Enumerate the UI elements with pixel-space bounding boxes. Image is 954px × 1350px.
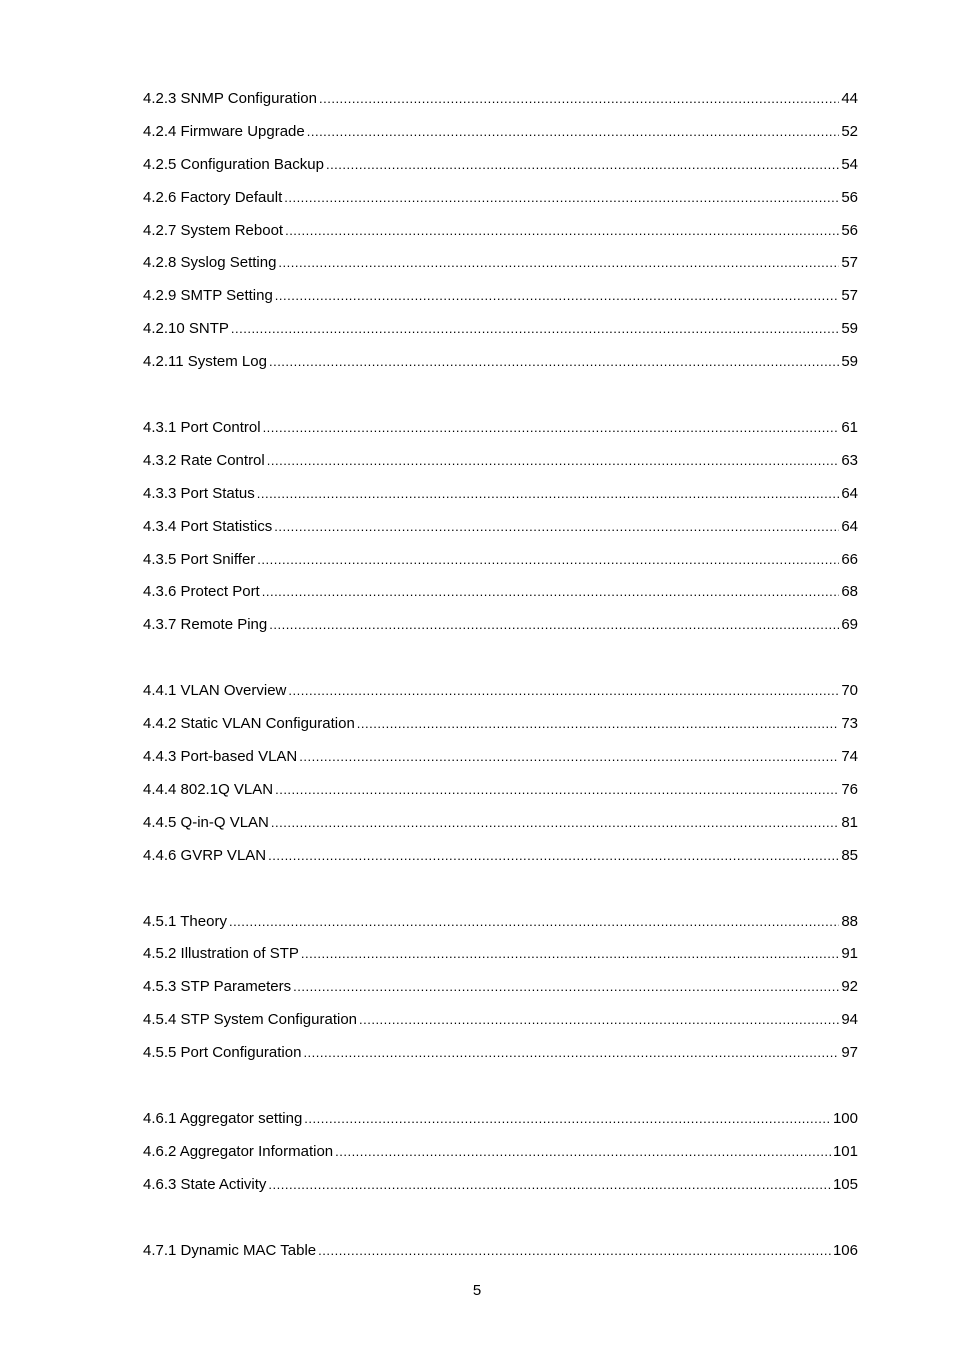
toc-entry-page-number: 73 — [841, 715, 858, 733]
toc-entry-title: 4.4.6 GVRP VLAN — [143, 846, 267, 864]
toc-entry-page-number: 68 — [841, 583, 858, 601]
page-number: 5 — [472, 1282, 482, 1299]
toc-entry-title: 4.2.10 SNTP — [143, 320, 229, 338]
toc-entry-title: 4.3.3 Port Status — [143, 484, 255, 502]
toc-dot-leader — [303, 1042, 839, 1064]
toc-dot-leader — [257, 549, 839, 571]
toc-entry-title: 4.6.3 State Activity — [143, 1175, 267, 1193]
toc-entry-title: 4.2.3 SNMP Configuration — [143, 90, 317, 107]
toc-dot-leader — [231, 318, 839, 340]
toc-entry-title: 4.2.5 Configuration Backup — [143, 155, 324, 173]
toc-entry-page-number: 57 — [841, 254, 858, 272]
toc-dot-leader — [307, 121, 840, 143]
toc-entry-page-number: 54 — [841, 155, 858, 173]
toc-entry[interactable] — [143, 779, 858, 812]
toc-entry-page-number: 91 — [841, 945, 858, 963]
toc-entry-page-number: 61 — [841, 419, 858, 437]
toc-entry[interactable] — [143, 516, 858, 549]
toc-entry[interactable] — [143, 88, 858, 121]
toc-entry[interactable] — [143, 1108, 858, 1141]
toc-entry-page-number: 64 — [841, 517, 858, 535]
toc-entry[interactable] — [143, 976, 858, 1009]
toc-entry[interactable] — [143, 746, 858, 779]
toc-entry-page-number: 69 — [841, 616, 858, 634]
toc-entry-title: 4.2.8 Syslog Setting — [143, 254, 277, 272]
toc-entry-page-number: 66 — [841, 550, 858, 568]
toc-entry-page-number: 44 — [841, 90, 858, 107]
toc-entry-page-number: 106 — [832, 1241, 858, 1259]
toc-entry-title: 4.4.5 Q-in-Q VLAN — [143, 813, 269, 831]
toc-dot-leader — [278, 252, 839, 274]
toc-dot-leader — [275, 285, 840, 307]
toc-entry-title: 4.6.2 Aggregator Information — [143, 1142, 334, 1160]
toc-dot-leader — [267, 450, 840, 472]
toc-entry[interactable] — [143, 483, 858, 516]
toc-dot-leader — [304, 1108, 831, 1130]
toc-entry-title: 4.5.2 Illustration of STP — [143, 945, 299, 963]
toc-entry-title: 4.2.7 System Reboot — [143, 221, 284, 239]
toc-entry[interactable] — [143, 911, 858, 944]
toc-entry[interactable] — [143, 549, 858, 582]
table-of-contents — [143, 88, 858, 1273]
toc-dot-leader — [299, 746, 839, 768]
toc-entry-page-number: 52 — [841, 122, 858, 140]
toc-entry-page-number: 92 — [841, 978, 858, 996]
toc-section-group — [143, 680, 858, 877]
toc-entry-page-number: 100 — [832, 1110, 858, 1128]
toc-dot-leader — [284, 187, 839, 209]
toc-entry-page-number: 70 — [841, 682, 858, 700]
toc-entry-page-number: 105 — [832, 1175, 858, 1193]
toc-dot-leader — [268, 845, 839, 867]
toc-entry-title: 4.4.3 Port-based VLAN — [143, 748, 298, 766]
toc-entry-title: 4.3.5 Port Sniffer — [143, 550, 256, 568]
toc-section-group — [143, 911, 858, 1075]
toc-dot-leader — [262, 581, 840, 603]
toc-dot-leader — [274, 516, 839, 538]
toc-section-group — [143, 417, 858, 647]
toc-entry[interactable] — [143, 351, 858, 384]
toc-section-group — [143, 1108, 858, 1207]
toc-entry[interactable] — [143, 450, 858, 483]
toc-entry[interactable] — [143, 154, 858, 187]
toc-entry-page-number: 63 — [841, 451, 858, 469]
toc-dot-leader — [359, 1009, 839, 1031]
toc-entry[interactable] — [143, 417, 858, 450]
toc-entry[interactable] — [143, 318, 858, 351]
toc-dot-leader — [269, 614, 839, 636]
toc-entry-page-number: 94 — [841, 1011, 858, 1029]
toc-entry[interactable] — [143, 187, 858, 220]
toc-dot-leader — [275, 779, 839, 801]
toc-entry-title: 4.4.1 VLAN Overview — [143, 682, 287, 700]
toc-dot-leader — [229, 911, 839, 933]
toc-entry[interactable] — [143, 845, 858, 878]
toc-entry-title: 4.3.1 Port Control — [143, 419, 261, 437]
toc-entry[interactable] — [143, 1141, 858, 1174]
toc-entry-page-number: 56 — [841, 188, 858, 206]
toc-entry-page-number: 74 — [841, 748, 858, 766]
toc-entry[interactable] — [143, 812, 858, 845]
toc-entry[interactable] — [143, 614, 858, 647]
toc-entry-title: 4.2.11 System Log — [143, 353, 267, 371]
toc-entry-title: 4.4.2 Static VLAN Configuration — [143, 715, 355, 733]
toc-entry-page-number: 57 — [841, 287, 858, 305]
toc-entry-page-number: 101 — [832, 1142, 858, 1160]
toc-entry-page-number: 88 — [841, 912, 858, 930]
toc-entry-title: 4.5.3 STP Parameters — [143, 978, 292, 996]
toc-section-group — [143, 1240, 858, 1273]
toc-dot-leader — [318, 1240, 831, 1262]
toc-entry[interactable] — [143, 220, 858, 253]
toc-dot-leader — [271, 812, 839, 834]
toc-entry-page-number: 59 — [841, 320, 858, 338]
toc-entry-title: 4.2.6 Factory Default — [143, 188, 283, 206]
toc-entry[interactable] — [143, 713, 858, 746]
toc-dot-leader — [268, 1174, 831, 1196]
toc-entry[interactable] — [143, 1174, 858, 1207]
toc-entry[interactable] — [143, 581, 858, 614]
toc-entry-title: 4.5.1 Theory — [143, 912, 227, 930]
toc-entry[interactable] — [143, 285, 858, 318]
toc-entry[interactable] — [143, 252, 858, 285]
toc-entry-title: 4.6.1 Aggregator setting — [143, 1110, 303, 1128]
toc-dot-leader — [293, 976, 839, 998]
toc-dot-leader — [357, 713, 840, 735]
toc-entry-page-number: 76 — [841, 780, 858, 798]
toc-entry-page-number: 56 — [841, 221, 858, 239]
toc-entry-page-number: 85 — [841, 846, 858, 864]
toc-entry-title: 4.7.1 Dynamic MAC Table — [143, 1241, 317, 1259]
toc-entry-page-number: 59 — [841, 353, 858, 371]
toc-entry-title: 4.4.4 802.1Q VLAN — [143, 780, 274, 798]
toc-dot-leader — [263, 417, 840, 439]
toc-dot-leader — [269, 351, 839, 373]
toc-entry[interactable] — [143, 1240, 858, 1273]
toc-entry[interactable] — [143, 121, 858, 154]
toc-entry-title: 4.2.4 Firmware Upgrade — [143, 122, 305, 140]
toc-dot-leader — [326, 154, 839, 176]
toc-dot-leader — [335, 1141, 831, 1163]
toc-entry-title: 4.3.6 Protect Port — [143, 583, 260, 601]
toc-entry-page-number: 64 — [841, 484, 858, 502]
toc-dot-leader — [285, 220, 839, 242]
toc-entry[interactable] — [143, 943, 858, 976]
toc-entry-title: 4.3.2 Rate Control — [143, 451, 265, 469]
toc-dot-leader — [319, 88, 839, 110]
toc-entry[interactable] — [143, 1042, 858, 1075]
toc-entry-title: 4.5.5 Port Configuration — [143, 1044, 302, 1062]
toc-section-group — [143, 88, 858, 384]
toc-entry[interactable] — [143, 680, 858, 713]
toc-entry[interactable] — [143, 1009, 858, 1042]
toc-entry-page-number: 81 — [841, 813, 858, 831]
toc-dot-leader — [257, 483, 840, 505]
toc-entry-title: 4.3.4 Port Statistics — [143, 517, 273, 535]
toc-entry-title: 4.3.7 Remote Ping — [143, 616, 268, 634]
toc-entry-title: 4.5.4 STP System Configuration — [143, 1011, 357, 1029]
toc-entry-title: 4.2.9 SMTP Setting — [143, 287, 273, 305]
toc-entry-page-number: 97 — [841, 1044, 858, 1062]
toc-dot-leader — [288, 680, 839, 702]
toc-dot-leader — [301, 943, 839, 965]
